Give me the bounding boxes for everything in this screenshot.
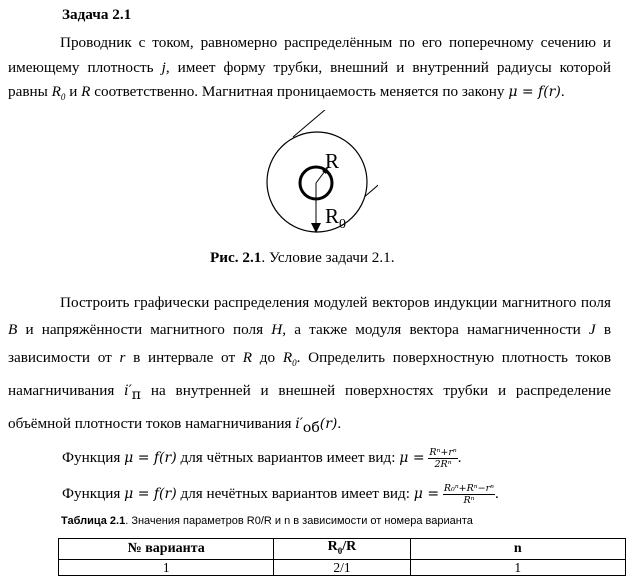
table-caption: Таблица 2.1. Значения параметров R0/R и n в зависимости от номера варианта <box>61 515 473 527</box>
odd-fraction: $\frac{\text{R₀ⁿ+Rⁿ−rⁿ}}{\text{Rⁿ}}$ <box>443 483 495 506</box>
formula-odd: Функция μ = f(r) для нечётных вариантов имеет вид: μ = $\frac{\text{R₀ⁿ+Rⁿ−rⁿ}}{\text{Rⁿ}}$ . <box>62 483 499 506</box>
header-n: n <box>410 539 625 560</box>
problem-statement: Проводник с током, равномерно распределённым по его поперечному сечению и имеющему плотность j, имеет форму трубки, внешний и внутренний радиусы которой равны $R_0$ и R соответственно. Магнитная проницаемость меняется по закону μ = f(r). <box>8 34 611 103</box>
problem-title: Задача 2.1 <box>62 6 132 23</box>
tube-cross-section-figure <box>258 110 378 240</box>
formula-even: Функция μ = f(r) для чётных вариантов имеет вид: μ = $\frac{\text{Rⁿ+rⁿ}}{\text{2Rⁿ}}$ . <box>62 447 462 470</box>
cell-variant: 1 <box>59 559 274 575</box>
even-fraction: $\frac{\text{Rⁿ+rⁿ}}{\text{2Rⁿ}}$ <box>429 447 457 470</box>
header-variant: № варианта <box>59 539 274 560</box>
cell-r0-r: 2/1 <box>274 559 410 575</box>
figure-label-R0: $R_0$ <box>325 204 347 232</box>
header-r0-r: $R_0/R$ <box>274 539 410 560</box>
figure-caption: Рис. 2.1. Условие задачи 2.1. <box>210 249 395 266</box>
table-header-row <box>59 539 626 560</box>
variants-table <box>58 538 626 576</box>
task-statement: Построить графически распределения модулей векторов индукции магнитного поля B и напряжённости магнитного поля H, а также модуля вектора намагниченности J в зависимости от r в интервале от R до $R_0$. Определить поверхностную плотность токов намагничивания $i'_п$ на внутренней и внешней поверхностях трубки и распределение объёмной плотности токов намагничивания $i'_{об}(r)$. <box>8 294 612 436</box>
cell-n: 1 <box>410 559 625 575</box>
figure-label-R: R <box>325 149 340 173</box>
